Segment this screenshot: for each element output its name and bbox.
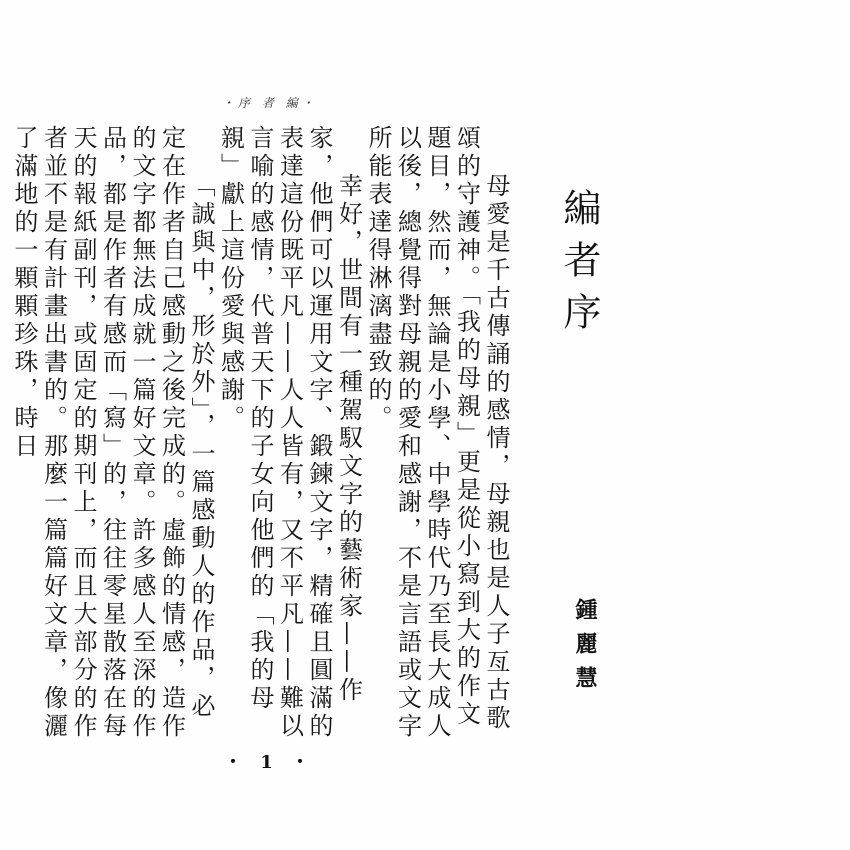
paragraph-3: 「誠與中，形於外」，一篇感動人的作品，必定在作者自己感動之後完成的。虛飾的情感，造作的文字都無法成就一篇好文章。許多感人至深的作品，都是作者有感而「寫」的，往往零星散落在每天的報紙副刊，或固定的期刊上，而且大部分的作者並不是有計畫出書的。那麼一篇篇好文章，像灑了滿地的一顆顆珍珠，時日 — [10, 125, 215, 741]
page-number: ・ 1 ・ — [224, 752, 316, 773]
paragraph-1: 母愛是千古傳誦的感情，母親也是人子亙古歌頌的守護神。「我的母親」更是從小寫到大的作文題目，然而，無論是小學、中學時代乃至長大成人以後，總覺得對母親的愛和感謝，不是言語或文字所能表達得淋漓盡致的。 — [364, 125, 510, 741]
paragraph-2: 幸好，世間有一種駕馭文字的藝術家——作家，他們可以運用文字、鍛鍊文字，精確且圓滿的表達這份既平凡——人人皆有，又不平凡——難以言喻的感情，代普天下的子女向他們的「我的母親」獻上這份愛與感謝。 — [216, 125, 363, 741]
chapter-title: 編者序 — [557, 188, 601, 344]
running-head: ・序 者 編・ — [222, 96, 318, 110]
body-text — [9, 125, 511, 741]
author-name: 鍾麗慧 — [572, 598, 598, 700]
